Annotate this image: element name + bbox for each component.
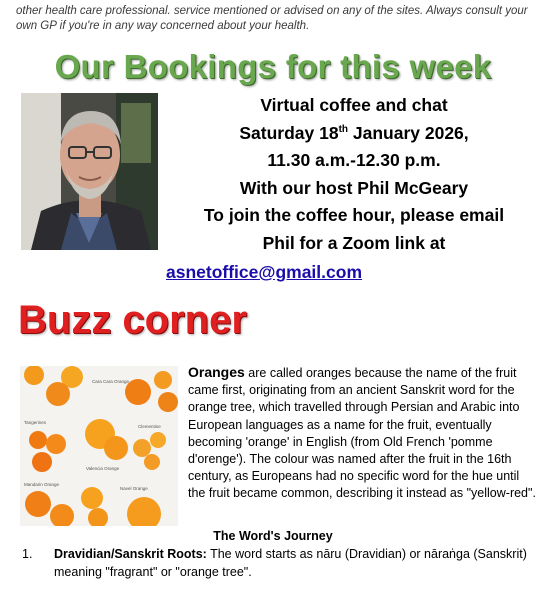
list-item-text: The word starts as nāru (Dravidian) or nāraṅga (Sanskrit) meaning "fragrant" or "orange tree". [54, 547, 527, 579]
label-tangerines: Tangerines [24, 420, 47, 425]
label-cara-cara: Cara Cara Orange [92, 379, 130, 384]
oranges-body: are called oranges because the name of the fruit came first, originating from an ancient Sanskrit word for the orange tree, which travelled through Persian and Arabic into European languages as a name for the fruit, eventually becoming 'orange' in English (from Old French 'pomme d'orenge'). The colour was named after the fruit in the 16th century, as Europeans had no specific word for the hue until the fruit became common, describing it instead as "yellow-red". [188, 366, 536, 501]
oranges-image [20, 366, 178, 526]
list-item-number: 1. [22, 547, 33, 561]
email-link[interactable]: asnetoffice@gmail.com [166, 262, 363, 282]
bookings-heading: Our Bookings for this week [54, 48, 492, 85]
oranges-paragraph [188, 364, 538, 503]
buzz-corner-heading: Buzz corner [18, 298, 247, 342]
health-disclaimer: other health care professional. service mentioned or advised on any of the sites. Always consult your own GP if you're in any way concerned about your health. [16, 5, 528, 32]
event-date: Saturday 18th January 2026, [239, 122, 469, 143]
label-clementine: Clementine [138, 424, 161, 429]
label-navel: Navel Orange [120, 486, 148, 491]
event-time: 11.30 a.m.-12.30 p.m. [267, 150, 441, 170]
join-instructions-line1: To join the coffee hour, please email [203, 205, 505, 225]
event-host: With our host Phil McGeary [239, 177, 469, 198]
host-photo [21, 93, 158, 250]
word-journey-list [20, 546, 540, 581]
event-details [166, 92, 542, 257]
list-item [20, 546, 540, 581]
oranges-lead-word: Oranges [188, 364, 245, 380]
event-title: Virtual coffee and chat [260, 95, 448, 115]
word-journey-heading: The Word's Journey [213, 529, 333, 543]
join-instructions-line2: Phil for a Zoom link at [262, 232, 446, 253]
list-item-term: Dravidian/Sanskrit Roots: [54, 547, 207, 561]
label-mandarin: Mandarin Orange [24, 482, 60, 487]
label-valencia: Valencia Orange [86, 466, 120, 471]
